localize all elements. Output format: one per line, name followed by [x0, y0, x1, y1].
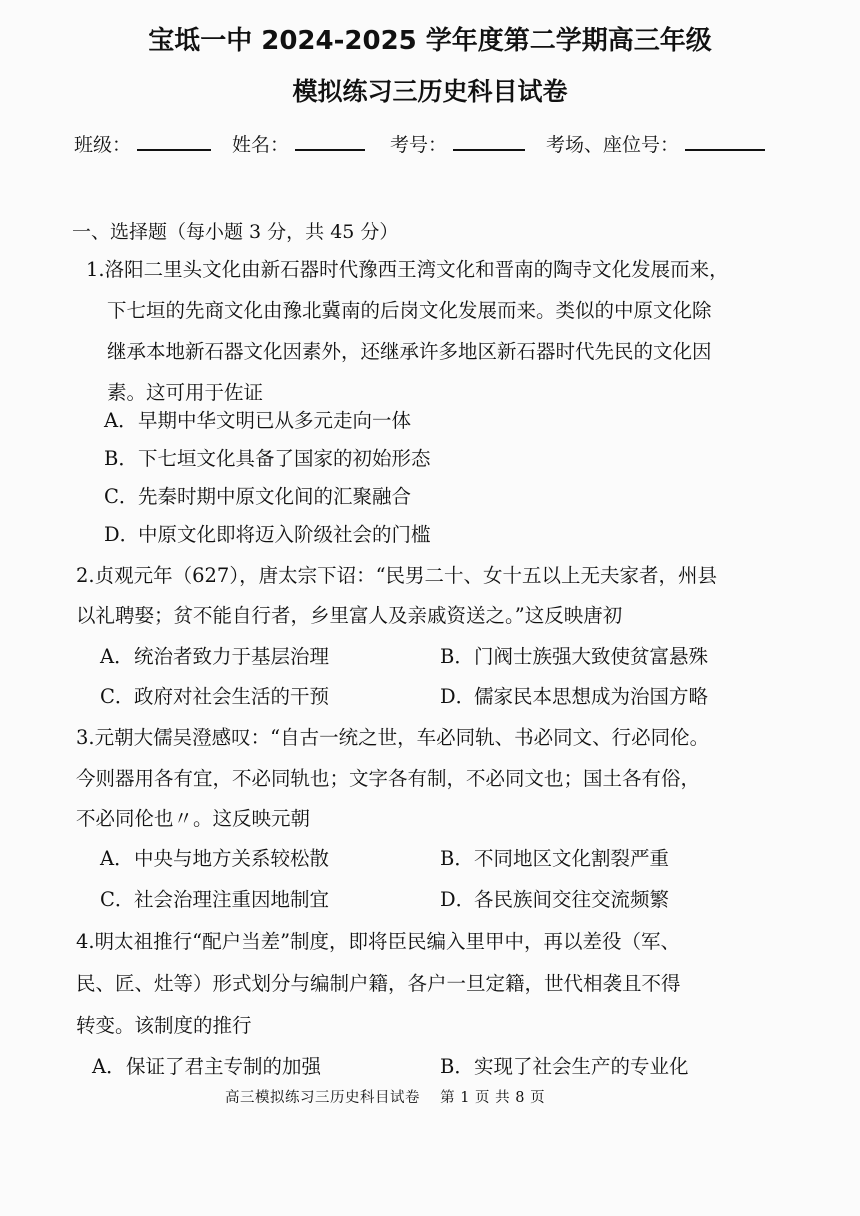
question-3-option-c: [100, 887, 329, 913]
question-1-option-d: [104, 522, 431, 548]
option-text: 社会治理注重因地制宜: [134, 888, 330, 911]
question-1-option-b: [104, 446, 431, 472]
question-3-line-2: 今则器用各有宜，不必同轨也；文字各有制，不必同文也；国土各有俗，: [76, 767, 701, 790]
option-letter: C．: [100, 888, 135, 911]
question-1-option-c: [104, 484, 411, 510]
option-text: 实现了社会生产的专业化: [474, 1055, 689, 1078]
option-letter: B．: [440, 1055, 474, 1078]
room-seat-field: [546, 130, 765, 157]
name-blank: [295, 131, 365, 151]
exam-no-blank: [453, 131, 525, 151]
question-1-option-a: [104, 408, 411, 434]
option-letter: D．: [440, 888, 476, 911]
question-stem-text: 洛阳二里头文化由新石器时代豫西王湾文化和晋南的陶寺文化发展而来，: [104, 258, 729, 281]
question-number: 2.: [76, 564, 95, 587]
question-2-line-2: 以礼聘娶；贫不能自行者，乡里富人及亲戚资送之。”这反映唐初: [76, 604, 623, 627]
question-stem-text: 元朝大儒吴澄感叹：“自古一统之世，车必同轨、书必同文、行必同伦。: [94, 726, 710, 749]
option-text: 不同地区文化割裂严重: [474, 847, 670, 870]
question-1-line-4: 素。这可用于佐证: [107, 381, 264, 404]
option-text: 下七垣文化具备了国家的初始形态: [138, 447, 431, 470]
question-stem-text: 贞观元年（627），唐太宗下诏：“民男二十、女十五以上无夫家者，州县: [94, 564, 718, 587]
option-letter: C．: [100, 685, 135, 708]
class-field: [74, 130, 211, 157]
question-2-option-b: [440, 644, 708, 670]
question-3-line-3: 不必同伦也〃。这反映元朝: [76, 807, 311, 830]
question-4-option-b: [440, 1054, 689, 1080]
question-1-line-1: [86, 257, 729, 283]
option-text: 各民族间交往交流频繁: [474, 888, 670, 911]
question-number: 3.: [76, 726, 95, 749]
class-blank: [137, 131, 211, 151]
page-footer: 高三模拟练习三历史科目试卷 第 1 页 共 8 页: [225, 1090, 546, 1106]
option-text: 先秦时期中原文化间的汇聚融合: [138, 485, 412, 508]
question-3-option-d: [440, 887, 669, 913]
option-letter: A．: [104, 409, 138, 432]
exam-no-field: [390, 130, 525, 157]
question-3-line-1: [76, 725, 709, 751]
option-letter: A．: [100, 847, 134, 870]
name-field: [232, 130, 365, 157]
question-1-line-2: 下七垣的先商文化由豫北冀南的后岗文化发展而来。类似的中原文化除: [107, 299, 712, 322]
question-stem-text: 明太祖推行“配户当差”制度，即将臣民编入里甲中，再以差役（军、: [94, 930, 681, 953]
name-label: 姓名：: [232, 134, 290, 156]
option-text: 政府对社会生活的干预: [134, 685, 330, 708]
option-letter: A．: [100, 645, 134, 668]
question-3-option-a: [100, 846, 329, 872]
question-number: 1.: [86, 258, 105, 281]
question-2-option-c: [100, 684, 329, 710]
option-letter: A．: [92, 1055, 126, 1078]
question-4-option-a: [92, 1054, 321, 1080]
option-text: 保证了君主专制的加强: [126, 1055, 322, 1078]
option-letter: B．: [104, 447, 138, 470]
option-letter: B．: [440, 847, 474, 870]
question-number: 4.: [76, 930, 95, 953]
question-2-option-d: [440, 684, 708, 710]
exam-no-label: 考号：: [390, 134, 448, 156]
option-text: 早期中华文明已从多元走向一体: [138, 409, 412, 432]
option-text: 门阀士族强大致使贫富悬殊: [474, 645, 709, 668]
option-letter: D．: [104, 523, 140, 546]
question-3-option-b: [440, 846, 669, 872]
option-letter: D．: [440, 685, 476, 708]
class-label: 班级：: [74, 134, 132, 156]
section-heading: 一、选择题（每小题 3 分，共 45 分）: [72, 221, 399, 243]
question-2-line-1: [76, 563, 717, 589]
question-1-line-3: 继承本地新石器文化因素外，还继承许多地区新石器时代先民的文化因: [107, 340, 712, 363]
question-4-line-3: 转变。该制度的推行: [76, 1014, 252, 1037]
question-4-line-2: 民、匠、灶等）形式划分与编制户籍，各户一旦定籍，世代相袭且不得: [76, 972, 681, 995]
option-text: 中央与地方关系较松散: [134, 847, 330, 870]
room-seat-blank: [685, 131, 765, 151]
option-text: 中原文化即将迈入阶级社会的门槛: [138, 523, 431, 546]
option-text: 统治者致力于基层治理: [134, 645, 330, 668]
question-4-line-1: [76, 929, 680, 955]
room-seat-label: 考场、座位号：: [546, 134, 680, 156]
option-letter: C．: [104, 485, 139, 508]
exam-title-line2: 模拟练习三历史科目试卷: [292, 77, 568, 106]
question-2-option-a: [100, 644, 329, 670]
option-text: 儒家民本思想成为治国方略: [474, 685, 709, 708]
exam-title-line1: 宝坻一中 2024-2025 学年度第二学期高三年级: [148, 26, 712, 56]
option-letter: B．: [440, 645, 474, 668]
